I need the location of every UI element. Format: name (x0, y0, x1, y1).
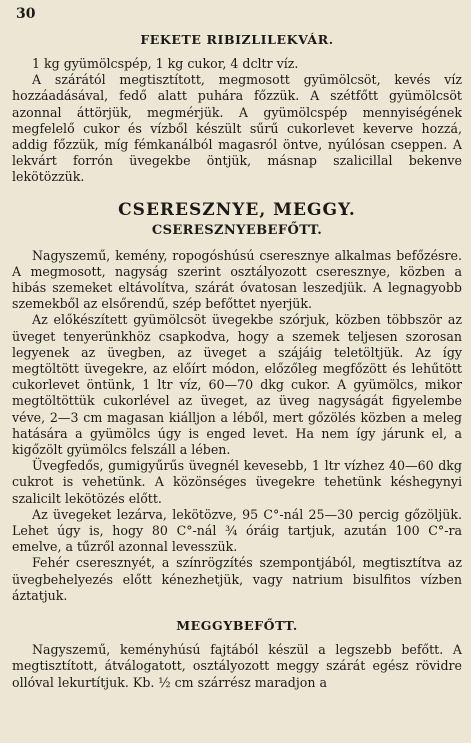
section-title-fekete-ribizlilekvar: FEKETE RIBIZLILEKVÁR. (140, 32, 334, 47)
recipe-paragraph: Fehér cseresznyét, a színrögzítés szempontjából, megtisztítva az üvegbehelyezés előtt kénezhetjük, vagy natrium bisulfitos vízben áztatjuk. (12, 555, 462, 603)
page-number: 30 (16, 6, 36, 22)
recipe-paragraph: A szárától megtisztított, megmosott gyümölcsöt, kevés víz hozzáadásával, fedő alatt puhára főzzük. A szétfőtt gyümölcsöt azonnal áttörjük, megmérjük. A gyümölcspép mennyiségének megfelelő cukor és vízből készült sűrű cukorlevet keverve hozzá, addig főzzük, míg fémkanálból magasról öntve, nyúlósan cseppen. A lekvárt forrón üvegekbe öntjük, másnap szalicillal bekenve lekötözzük. (12, 72, 462, 185)
recipe-paragraph: Nagyszemű, keményhúsú fajtából készül a legszebb befőtt. A megtisztított, átválogatott, osztályozott meggy szárát egész rövidre ollóval lekurtítjuk. Kb. ½ cm szárrész maradjon a (12, 642, 462, 690)
recipe-paragraph: Üvegfedős, gumigyűrűs üvegnél kevesebb, 1 ltr vízhez 40—60 dkg cukrot is vehetünk. A közönséges üvegekre tehetünk késhegynyi szalicilt lekötözés előtt. (12, 458, 462, 506)
chapter-title-cseresznye-meggy: CSERESZNYE, MEGGY. (118, 199, 356, 220)
section-title-meggybefott: MEGGYBEFŐTT. (176, 618, 298, 634)
section-title-cseresznyebefott: CSERESZNYEBEFŐTT. (151, 222, 323, 238)
recipe-paragraph: Nagyszemű, kemény, ropogóshúsú cseresznye alkalmas befőzésre. A megmosott, nagyság szerint osztályozott cseresznye, közben a hibás szemeket eltávolítva, szárát óvatosan leszedjük. A legnagyobb szemekből az elsőrendű, szép befőttet nyerjük. (12, 247, 462, 312)
recipe-paragraph: Az üvegeket lezárva, lekötözve, 95 C°-nál 25—30 percig gőzöljük. Lehet úgy is, hogy 80 C°-nál ¾ óráig tartjuk, azután 100 C°-ra emelve, a tűzről azonnal levesszük. (12, 506, 462, 555)
recipe-paragraph: Az előkészített gyümölcsöt üvegekbe szórjuk, közben többször az üveget tenyerünkhöz csapkodva, hogy a szemek teljesen szorosan legyenek az üvegben, az üveget a szájáig teletöltjük. Az így megtöltött üvegekre, az előírt módon, előzőleg megfőzött és lehűtött cukorlevet öntünk, 1 ltr víz, 60—70 dkg cukor. A gyümölcs, mikor megtöltöttük cukorlével az üveget, az üveg nagyságát figyelembe véve, 2—3 cm magasan kiálljon a léből, mert gőzölés közben a meleg hatására a gyümölcs úgy is enged levet. Ha nem így járunk el, a kigőzölt gyümölcs felszáll a lében. (12, 312, 462, 458)
ingredients-line: 1 kg gyümölcspép, 1 kg cukor, 4 dcltr víz. (32, 56, 299, 71)
